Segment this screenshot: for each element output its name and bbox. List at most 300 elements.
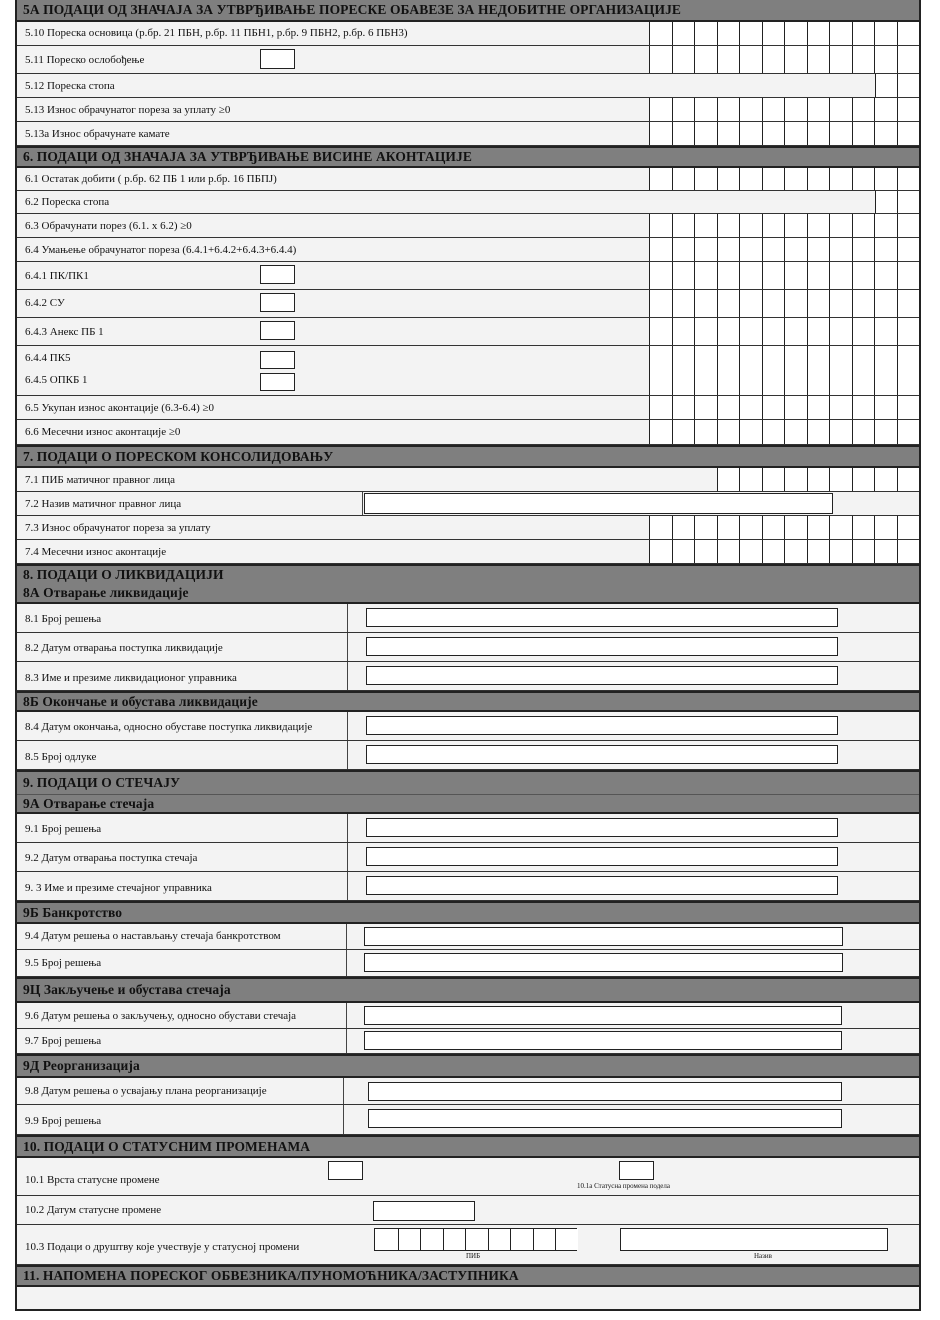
section-10-header: 10. ПОДАЦИ О СТАТУСНИМ ПРОМЕНАМА: [17, 1135, 919, 1158]
row-6-6: 6.6 Месечни износ аконтације ≥0: [17, 420, 919, 445]
digit-cell[interactable]: [694, 22, 717, 45]
divider: [343, 1105, 344, 1134]
digit-cell[interactable]: [739, 468, 761, 491]
digit-cell[interactable]: [672, 22, 695, 45]
digit-cell[interactable]: [649, 168, 672, 190]
row-5-13: 5.13 Износ обрачунатог пореза за уплату ≥0: [17, 98, 919, 122]
exemption-code-box[interactable]: [260, 49, 295, 69]
pib-cells[interactable]: [717, 468, 919, 491]
digit-cell[interactable]: [694, 98, 717, 121]
digit-cells[interactable]: [649, 98, 919, 121]
digit-cells[interactable]: [875, 191, 919, 213]
digit-cells[interactable]: [649, 122, 919, 145]
digit-cell[interactable]: [762, 346, 785, 395]
digit-cell[interactable]: [694, 262, 717, 289]
row-6-1: 6.1 Остатак добити ( р.бр. 62 ПБ 1 или р.бр. 16 ПБПЈ): [17, 168, 919, 191]
aneks-code-box[interactable]: [260, 321, 295, 340]
digit-cell[interactable]: [649, 346, 672, 395]
decision-number-field[interactable]: [366, 745, 838, 764]
digit-cell[interactable]: [784, 318, 807, 345]
participant-pib-field[interactable]: [374, 1228, 577, 1251]
digit-cell[interactable]: [739, 516, 762, 539]
digit-cell[interactable]: [694, 46, 717, 73]
digit-cell[interactable]: [784, 214, 807, 237]
digit-cell[interactable]: [874, 396, 897, 419]
digit-cell[interactable]: [694, 122, 717, 145]
digit-cell[interactable]: [694, 396, 717, 419]
row-7-1: 7.1 ПИБ матичног правног лица: [17, 468, 919, 492]
reorganization-plan-date-field[interactable]: [368, 1082, 842, 1101]
digit-cell[interactable]: [672, 168, 695, 190]
digit-cell[interactable]: [717, 420, 740, 444]
decision-number-field[interactable]: [364, 1031, 842, 1050]
digit-cell[interactable]: [874, 122, 897, 145]
digit-cell[interactable]: [739, 290, 762, 317]
digit-cell[interactable]: [829, 262, 852, 289]
divider: [346, 924, 347, 949]
participant-name-field[interactable]: [620, 1228, 888, 1251]
row-10-3: 10.3 Подаци о друштву које учествује у статусној промени ПИБ Назив: [17, 1225, 919, 1265]
digit-cell[interactable]: [717, 122, 740, 145]
digit-cell[interactable]: [807, 122, 830, 145]
row-9-4: 9.4 Датум решења о настављању стечаја банкротством: [17, 924, 919, 950]
section-8b-header: 8Б Окончање и обустава ликвидације: [17, 691, 919, 712]
digit-cell[interactable]: [717, 346, 740, 395]
digit-cell[interactable]: [717, 396, 740, 419]
digit-cell[interactable]: [672, 262, 695, 289]
digit-cell[interactable]: [739, 346, 762, 395]
parent-name-field[interactable]: [364, 493, 833, 514]
digit-cell[interactable]: [897, 238, 920, 261]
digit-cell[interactable]: [874, 290, 897, 317]
digit-cell[interactable]: [852, 46, 875, 73]
change-type-box[interactable]: [328, 1161, 363, 1180]
digit-cell[interactable]: [717, 22, 740, 45]
digit-cell[interactable]: [829, 168, 852, 190]
divider: [347, 814, 348, 842]
digit-cell[interactable]: [852, 238, 875, 261]
digit-cell[interactable]: [807, 468, 829, 491]
digit-cell[interactable]: [807, 262, 830, 289]
digit-cell[interactable]: [739, 540, 762, 563]
digit-cell[interactable]: [852, 420, 875, 444]
division-box[interactable]: [619, 1161, 654, 1180]
divider: [347, 872, 348, 900]
digit-cell[interactable]: [874, 468, 896, 491]
digit-cell[interactable]: [784, 396, 807, 419]
digit-cells[interactable]: [649, 168, 919, 190]
digit-cells[interactable]: [649, 238, 919, 261]
row-5-13a: 5.13а Износ обрачунате камате: [17, 122, 919, 146]
digit-cell[interactable]: [649, 214, 672, 237]
digit-cell[interactable]: [874, 214, 897, 237]
digit-cell[interactable]: [533, 1229, 556, 1250]
digit-cells[interactable]: [649, 540, 919, 563]
pib-cells[interactable]: [375, 1229, 578, 1250]
digit-cell[interactable]: [739, 168, 762, 190]
digit-cell[interactable]: [762, 168, 785, 190]
digit-cell[interactable]: [762, 98, 785, 121]
divider: [362, 492, 363, 515]
digit-cell[interactable]: [672, 98, 695, 121]
digit-cell[interactable]: [649, 290, 672, 317]
digit-cells[interactable]: [649, 318, 919, 345]
digit-cell[interactable]: [465, 1229, 488, 1250]
digit-cell[interactable]: [649, 540, 672, 563]
digit-cell[interactable]: [807, 540, 830, 563]
digit-cell[interactable]: [807, 22, 830, 45]
digit-cell[interactable]: [829, 396, 852, 419]
digit-cell[interactable]: [784, 98, 807, 121]
digit-cell[interactable]: [694, 516, 717, 539]
digit-cell[interactable]: [829, 46, 852, 73]
row-6-4-3: 6.4.3 Анекс ПБ 1: [17, 318, 919, 346]
digit-cells[interactable]: [649, 396, 919, 419]
section-8-header: 8. ПОДАЦИ О ЛИКВИДАЦИЈИ: [17, 564, 919, 584]
row-8-1: 8.1 Број решења: [17, 604, 919, 633]
digit-cell[interactable]: [672, 290, 695, 317]
divider: [347, 843, 348, 871]
digit-cell[interactable]: [649, 22, 672, 45]
digit-cell[interactable]: [852, 516, 875, 539]
digit-cell[interactable]: [852, 122, 875, 145]
digit-cell[interactable]: [784, 46, 807, 73]
row-6-5: 6.5 Укупан износ аконтације (6.3-6.4) ≥0: [17, 396, 919, 420]
digit-cell[interactable]: [784, 22, 807, 45]
digit-cell[interactable]: [829, 214, 852, 237]
su-code-box[interactable]: [260, 293, 295, 312]
digit-cell[interactable]: [649, 238, 672, 261]
bankruptcy-decision-date-field[interactable]: [364, 927, 843, 946]
digit-cell[interactable]: [897, 540, 920, 563]
digit-cell[interactable]: [829, 420, 852, 444]
digit-cell[interactable]: [874, 46, 897, 73]
row-9-8: 9.8 Датум решења о усвајању плана реорганизације: [17, 1078, 919, 1105]
digit-cell[interactable]: [807, 98, 830, 121]
liquidator-name-field[interactable]: [366, 666, 838, 685]
row-10-1: 10.1 Врста статусне промене 10.1а Статусна промена подела: [17, 1158, 919, 1196]
digit-cell[interactable]: [852, 168, 875, 190]
digit-cell[interactable]: [852, 262, 875, 289]
closure-decision-date-field[interactable]: [364, 1006, 842, 1025]
row-9-3: 9. 3 Име и презиме стечајног управника: [17, 872, 919, 901]
digit-cell[interactable]: [829, 468, 851, 491]
digit-cell[interactable]: [897, 46, 920, 73]
digit-cell[interactable]: [739, 214, 762, 237]
pk5-code-box[interactable]: [260, 351, 295, 369]
pk-code-box[interactable]: [260, 265, 295, 284]
digit-cells[interactable]: [649, 262, 919, 289]
digit-cell[interactable]: [874, 318, 897, 345]
divider: [347, 741, 348, 769]
digit-cell[interactable]: [897, 262, 920, 289]
digit-cell[interactable]: [874, 516, 897, 539]
digit-cell[interactable]: [762, 516, 785, 539]
digit-cell[interactable]: [694, 420, 717, 444]
digit-cell[interactable]: [672, 318, 695, 345]
change-date-field[interactable]: [373, 1201, 475, 1221]
digit-cell[interactable]: [852, 468, 874, 491]
digit-cell[interactable]: [874, 238, 897, 261]
row-5-12: 5.12 Пореска стопа: [17, 74, 919, 98]
digit-cell[interactable]: [897, 468, 919, 491]
digit-cell[interactable]: [694, 238, 717, 261]
digit-cell[interactable]: [807, 346, 830, 395]
digit-cell[interactable]: [897, 346, 920, 395]
tax-form: [15, 0, 921, 1311]
divider: [347, 633, 348, 661]
digit-cell[interactable]: [762, 318, 785, 345]
row-8-4: 8.4 Датум окончања, односно обуставе поступка ликвидације: [17, 712, 919, 741]
digit-cell[interactable]: [694, 346, 717, 395]
digit-cell[interactable]: [762, 46, 785, 73]
digit-cell[interactable]: [784, 420, 807, 444]
digit-cell[interactable]: [739, 318, 762, 345]
digit-cell[interactable]: [649, 46, 672, 73]
digit-cell[interactable]: [694, 290, 717, 317]
digit-cell[interactable]: [784, 468, 806, 491]
digit-cell[interactable]: [649, 122, 672, 145]
divider: [347, 604, 348, 632]
digit-cell[interactable]: [852, 396, 875, 419]
digit-cell[interactable]: [807, 46, 830, 73]
digit-cell[interactable]: [829, 22, 852, 45]
digit-cell[interactable]: [762, 290, 785, 317]
row-8-5: 8.5 Број одлуке: [17, 741, 919, 770]
liquidation-end-date-field[interactable]: [366, 716, 838, 735]
digit-cell[interactable]: [897, 214, 920, 237]
digit-cell[interactable]: [717, 540, 740, 563]
digit-cell[interactable]: [784, 122, 807, 145]
digit-cell[interactable]: [784, 290, 807, 317]
digit-cell[interactable]: [875, 74, 897, 97]
digit-cell[interactable]: [852, 290, 875, 317]
digit-cell[interactable]: [672, 122, 695, 145]
digit-cell[interactable]: [762, 238, 785, 261]
digit-cell[interactable]: [649, 98, 672, 121]
digit-cell[interactable]: [829, 540, 852, 563]
row-6-4: 6.4 Умањење обрачунатог пореза (6.4.1+6.4.2+6.4.3+6.4.4): [17, 238, 919, 262]
divider: [346, 1003, 347, 1028]
digit-cell[interactable]: [784, 168, 807, 190]
digit-cell[interactable]: [807, 516, 830, 539]
digit-cell[interactable]: [829, 318, 852, 345]
row-6-4-1: 6.4.1 ПК/ПК1: [17, 262, 919, 290]
section-9c-header: 9Ц Закључење и обустава стечаја: [17, 977, 919, 1003]
digit-cell[interactable]: [897, 516, 920, 539]
digit-cell[interactable]: [717, 98, 740, 121]
digit-cell[interactable]: [852, 318, 875, 345]
digit-cell[interactable]: [672, 346, 695, 395]
digit-cell[interactable]: [829, 346, 852, 395]
digit-cell[interactable]: [897, 396, 920, 419]
divider: [346, 950, 347, 976]
digit-cell[interactable]: [649, 396, 672, 419]
digit-cell[interactable]: [829, 290, 852, 317]
digit-cell[interactable]: [852, 540, 875, 563]
row-7-3: 7.3 Износ обрачунатог пореза за уплату: [17, 516, 919, 540]
row-5-10: 5.10 Пореска основица (р.бр. 21 ПБН, р.бр. 11 ПБН1, р.бр. 9 ПБН2, р.бр. 6 ПБН3): [17, 22, 919, 46]
digit-cell[interactable]: [672, 238, 695, 261]
decision-number-field[interactable]: [368, 1109, 842, 1128]
digit-cell[interactable]: [420, 1229, 443, 1250]
digit-cell[interactable]: [784, 516, 807, 539]
digit-cells[interactable]: [875, 74, 919, 97]
digit-cell[interactable]: [762, 214, 785, 237]
digit-cell[interactable]: [672, 540, 695, 563]
section-9b-header: 9Б Банкротство: [17, 901, 919, 924]
row-6-3: 6.3 Обрачунати порез (6.1. х 6.2) ≥0: [17, 214, 919, 238]
digit-cell[interactable]: [649, 318, 672, 345]
digit-cell[interactable]: [694, 214, 717, 237]
digit-cell[interactable]: [852, 214, 875, 237]
digit-cell[interactable]: [649, 516, 672, 539]
digit-cell[interactable]: [739, 122, 762, 145]
digit-cell[interactable]: [375, 1229, 398, 1250]
digit-cell[interactable]: [694, 318, 717, 345]
digit-cell[interactable]: [717, 468, 739, 491]
digit-cell[interactable]: [897, 168, 920, 190]
digit-cell[interactable]: [762, 396, 785, 419]
decision-number-field[interactable]: [364, 953, 843, 972]
digit-cell[interactable]: [717, 516, 740, 539]
row-8-2: 8.2 Датум отварања поступка ликвидације: [17, 633, 919, 662]
digit-cell[interactable]: [807, 214, 830, 237]
row-6-4-4-5: 6.4.4 ПК5 6.4.5 ОПКБ 1: [17, 346, 919, 396]
digit-cell[interactable]: [874, 22, 897, 45]
digit-cell[interactable]: [875, 191, 897, 213]
digit-cell[interactable]: [717, 46, 740, 73]
digit-cell[interactable]: [649, 262, 672, 289]
divider: [347, 662, 348, 690]
digit-cells[interactable]: [649, 516, 919, 539]
digit-cell[interactable]: [897, 122, 920, 145]
note-field[interactable]: [17, 1287, 919, 1309]
digit-cell[interactable]: [762, 540, 785, 563]
digit-cell[interactable]: [672, 420, 695, 444]
section-9a-header: 9А Отварање стечаја: [17, 794, 919, 814]
opkb-code-box[interactable]: [260, 373, 295, 391]
digit-cell[interactable]: [807, 396, 830, 419]
digit-cell[interactable]: [852, 22, 875, 45]
digit-cell[interactable]: [897, 420, 920, 444]
digit-cell[interactable]: [739, 396, 762, 419]
digit-cell[interactable]: [784, 540, 807, 563]
digit-cell[interactable]: [807, 238, 830, 261]
digit-cell[interactable]: [762, 468, 784, 491]
digit-cell[interactable]: [784, 346, 807, 395]
digit-cell[interactable]: [739, 262, 762, 289]
digit-cell[interactable]: [739, 22, 762, 45]
liquidation-open-date-field[interactable]: [366, 637, 838, 656]
digit-cell[interactable]: [874, 98, 897, 121]
digit-cell[interactable]: [784, 238, 807, 261]
row-7-4: 7.4 Месечни износ аконтације: [17, 540, 919, 564]
digit-cells[interactable]: [649, 346, 919, 395]
digit-cell[interactable]: [807, 168, 830, 190]
digit-cell[interactable]: [443, 1229, 466, 1250]
digit-cell[interactable]: [510, 1229, 533, 1250]
digit-cell[interactable]: [874, 346, 897, 395]
digit-cells[interactable]: [649, 420, 919, 444]
digit-cell[interactable]: [897, 290, 920, 317]
section-8a-header: 8А Отварање ликвидације: [17, 584, 919, 604]
bankruptcy-open-date-field[interactable]: [366, 847, 838, 866]
digit-cell[interactable]: [829, 516, 852, 539]
digit-cell[interactable]: [829, 98, 852, 121]
digit-cell[interactable]: [672, 516, 695, 539]
trustee-name-field[interactable]: [366, 876, 838, 895]
digit-cell[interactable]: [807, 420, 830, 444]
decision-number-field[interactable]: [366, 608, 838, 627]
digit-cell[interactable]: [897, 98, 920, 121]
digit-cell[interactable]: [672, 214, 695, 237]
section-7-header: 7. ПОДАЦИ О ПОРЕСКОМ КОНСОЛИДОВАЊУ: [17, 445, 919, 468]
digit-cell[interactable]: [694, 168, 717, 190]
decision-number-field[interactable]: [366, 818, 838, 837]
digit-cells[interactable]: [649, 22, 919, 45]
row-5-11: 5.11 Пореско ослобођење: [17, 46, 919, 74]
digit-cells[interactable]: [649, 290, 919, 317]
section-9-header: 9. ПОДАЦИ О СТЕЧАЈУ: [17, 770, 919, 794]
row-6-4-2: 6.4.2 СУ: [17, 290, 919, 318]
digit-cell[interactable]: [762, 122, 785, 145]
row-10-2: 10.2 Датум статусне промене: [17, 1196, 919, 1225]
digit-cell[interactable]: [717, 290, 740, 317]
digit-cell[interactable]: [672, 396, 695, 419]
digit-cell[interactable]: [398, 1229, 421, 1250]
digit-cell[interactable]: [874, 168, 897, 190]
digit-cell[interactable]: [672, 46, 695, 73]
digit-cell[interactable]: [807, 318, 830, 345]
digit-cells[interactable]: [649, 46, 919, 73]
digit-cell[interactable]: [649, 420, 672, 444]
divider: [343, 1078, 344, 1104]
digit-cell[interactable]: [717, 318, 740, 345]
digit-cell[interactable]: [897, 318, 920, 345]
digit-cell[interactable]: [739, 46, 762, 73]
digit-cell[interactable]: [874, 262, 897, 289]
digit-cell[interactable]: [762, 262, 785, 289]
digit-cell[interactable]: [852, 98, 875, 121]
digit-cell[interactable]: [897, 191, 919, 213]
digit-cell[interactable]: [694, 540, 717, 563]
digit-cell[interactable]: [739, 238, 762, 261]
digit-cell[interactable]: [555, 1229, 578, 1250]
digit-cell[interactable]: [784, 262, 807, 289]
digit-cell[interactable]: [717, 262, 740, 289]
digit-cell[interactable]: [717, 238, 740, 261]
digit-cells[interactable]: [649, 214, 919, 237]
digit-cell[interactable]: [829, 122, 852, 145]
digit-cell[interactable]: [807, 290, 830, 317]
digit-cell[interactable]: [874, 540, 897, 563]
digit-cell[interactable]: [717, 168, 740, 190]
digit-cell[interactable]: [717, 214, 740, 237]
digit-cell[interactable]: [739, 420, 762, 444]
digit-cell[interactable]: [762, 22, 785, 45]
digit-cell[interactable]: [897, 74, 919, 97]
digit-cell[interactable]: [739, 98, 762, 121]
row-9-6: 9.6 Датум решења о закључењу, односно обустави стечаја: [17, 1003, 919, 1029]
row-9-7: 9.7 Број решења: [17, 1029, 919, 1054]
digit-cell[interactable]: [874, 420, 897, 444]
digit-cell[interactable]: [762, 420, 785, 444]
digit-cell[interactable]: [829, 238, 852, 261]
digit-cell[interactable]: [852, 346, 875, 395]
digit-cell[interactable]: [488, 1229, 511, 1250]
digit-cell[interactable]: [897, 22, 920, 45]
